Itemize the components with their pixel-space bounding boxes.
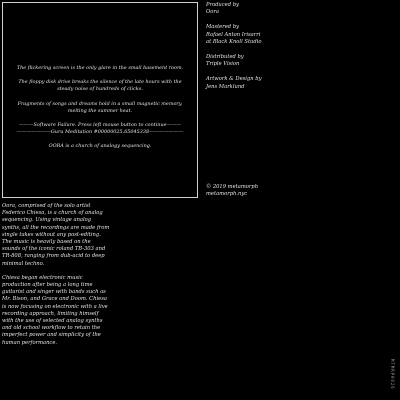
credit-produced (206, 2, 316, 16)
credit-value: Triple Vision (206, 61, 240, 68)
catalog-number: MTMRPH026 (390, 359, 395, 390)
poem-line-3: Fragments of songs and dreams hold in a small magnetic memory, melting the summer heat. (17, 100, 183, 114)
bio-paragraph-2: Chiesa began electronic music production after being a long time guitarist and singer with bands such as Mr. Bison, and Grace and Doom. Chiesa is now focusing on electronic with a live recording approach, limiting himself with the use of selected analog synths and old school workflow to retain the imperfect power and simplicity of the human performance. (2, 274, 108, 346)
error-message (11, 122, 189, 136)
credit-value: Jens Marklund (206, 83, 245, 90)
copyright (206, 184, 258, 198)
poem-line-1: The flickering screen is the only glare in the small basement room. (16, 65, 184, 71)
poem-frame (2, 2, 198, 198)
credit-label: Mastered by (206, 24, 239, 31)
copyright-line: © 2019 metamorph (206, 184, 259, 190)
credit-value: Oora (206, 9, 219, 16)
credit-distributed (206, 54, 316, 68)
error-line-2: ———————Guru Meditation #00000025.65045338——————— (16, 129, 184, 136)
bio-paragraph-1: Oora, comprised of the solo artist Federico Chiesa, is a church of analog sequencing. Using vintage analog synths, all the recordings are made from single takes without any post-editing. The music is heavily based on the sounds of the iconic roland TB-303 and TR-808, ranging from dub-acid to deep minimal techno. (2, 203, 110, 267)
tagline: OORA is a church of analogy sequencing. (48, 143, 152, 150)
credit-value: Rafael Anton Irisarri (206, 31, 261, 38)
poem-line-2: The floppy disk drive breaks the silence of the late hours with the steady noise of hundreds of clicks. (18, 79, 182, 93)
error-line-1: ———Software Failure. Press left mouse button to continue——— (18, 122, 182, 129)
credit-value: at Black Knoll Studio (206, 38, 262, 45)
poem-text (11, 65, 189, 158)
credit-label: Produced by (206, 2, 239, 8)
credit-label: Artwork & Design by (206, 76, 262, 83)
credit-mastered (206, 24, 316, 46)
artist-bio (2, 203, 110, 354)
credit-label: Distributed by (206, 54, 244, 61)
credit-artwork (206, 76, 316, 90)
website-url: metamorph.nyc (206, 191, 248, 198)
credits (206, 2, 316, 99)
